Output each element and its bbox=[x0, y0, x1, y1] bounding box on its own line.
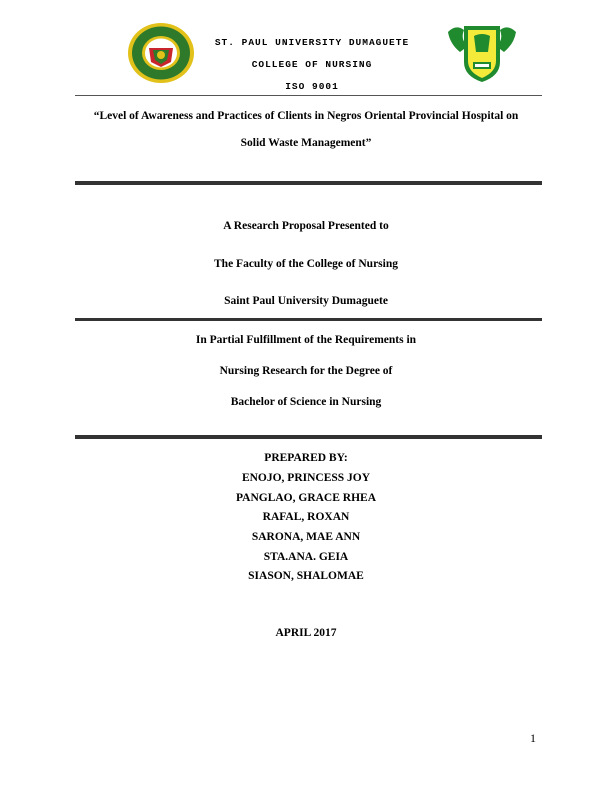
fulfillment-line-2: Nursing Research for the Degree of bbox=[219, 365, 393, 377]
section-divider bbox=[75, 181, 542, 185]
author-name: RAFAL, ROXAN bbox=[262, 511, 350, 523]
nursing-logo bbox=[446, 22, 518, 84]
presented-line-2: The Faculty of the College of Nursing bbox=[214, 258, 398, 270]
section-divider bbox=[75, 435, 542, 439]
research-title-line-1: “Level of Awareness and Practices of Clients in Negros Oriental Provincial Hospital on bbox=[93, 110, 519, 122]
iso-label: ISO 9001 bbox=[285, 81, 339, 92]
author-name: STA.ANA. GEIA bbox=[263, 551, 349, 563]
author-name: ENOJO, PRINCESS JOY bbox=[241, 472, 371, 484]
presented-line-1: A Research Proposal Presented to bbox=[223, 220, 389, 232]
research-title-line-2: Solid Waste Management” bbox=[240, 137, 372, 149]
prepared-by-heading: PREPARED BY: bbox=[264, 452, 348, 464]
header-divider bbox=[75, 95, 542, 96]
presented-line-3: Saint Paul University Dumaguete bbox=[224, 295, 388, 307]
author-name: PANGLAO, GRACE RHEA bbox=[235, 492, 377, 504]
college-name: COLLEGE OF NURSING bbox=[251, 59, 373, 70]
fulfillment-line-1: In Partial Fulfillment of the Requirements in bbox=[195, 334, 417, 346]
fulfillment-line-3: Bachelor of Science in Nursing bbox=[230, 396, 382, 408]
author-name: SIASON, SHALOMAE bbox=[248, 570, 364, 582]
section-divider bbox=[75, 318, 542, 321]
submission-date: APRIL 2017 bbox=[275, 627, 337, 639]
page-number: 1 bbox=[530, 731, 536, 745]
author-name: SARONA, MAE ANN bbox=[251, 531, 361, 543]
university-name: ST. PAUL UNIVERSITY DUMAGUETE bbox=[214, 37, 410, 48]
university-seal-logo bbox=[127, 22, 195, 84]
